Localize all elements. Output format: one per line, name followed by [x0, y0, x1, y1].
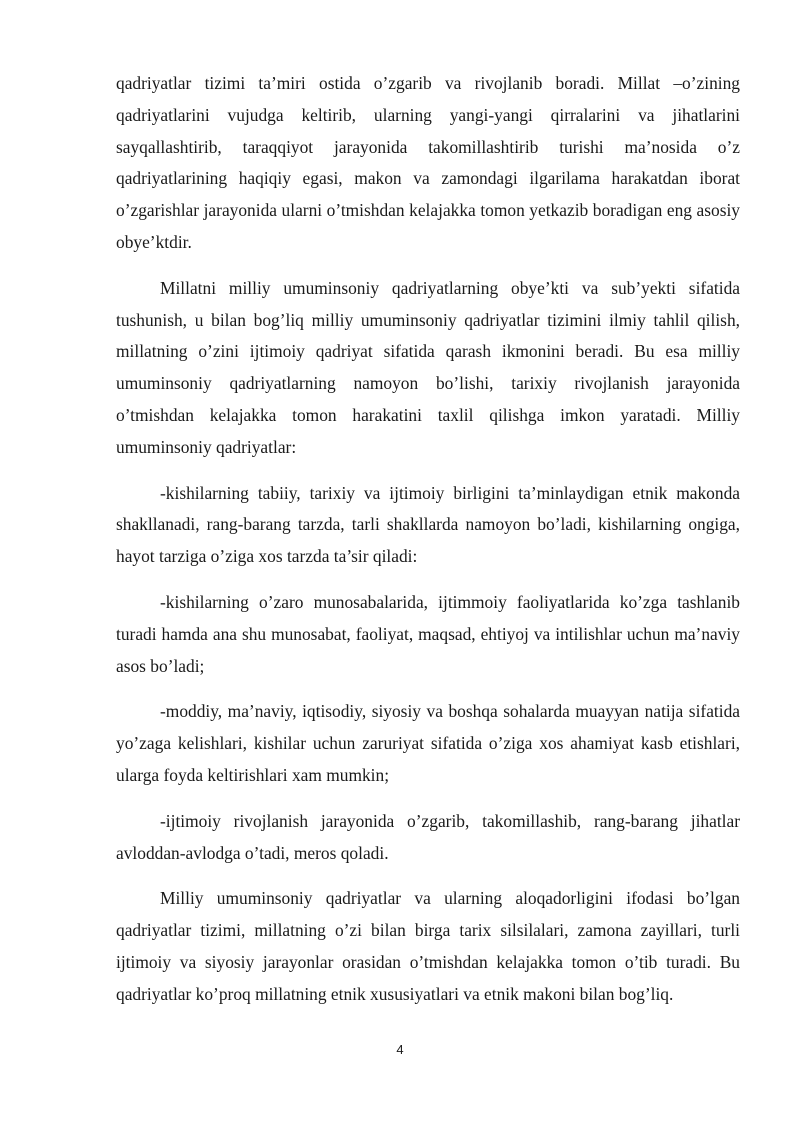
list-item-4: -ijtimoiy rivojlanish jarayonida o’zgarib, takomillashib, rang-barang jihatlar avloddan-avlodga o’tadi, meros qoladi.: [116, 810, 740, 863]
list-item-2: -kishilarning o’zaro munosabalarida, ijtimmoiy faoliyatlarida ko’zga tashlanib turadi hamda ana shu munosabat, faoliyat, maqsad, ehtiyoj va intilishlar uchun ma’naviy asos bo’ladi;: [116, 591, 740, 676]
document-page: [116, 68, 740, 1025]
paragraph-1: qadriyatlar tizimi ta’miri ostida o’zgarib va rivojlanib boradi. Millat –o’zining qadriyatlarini vujudga keltirib, ularning yangi-yangi qirralarini va jihatlarini sayqallashtirib, taraqqiyot jarayonida takomillashtirib turishi ma’nosida o’z qadriyatlarining haqiqiy egasi, makon va zamondagi ilgarilama harakatdan iborat o’zgarishlar jarayonida ularni o’tmishdan kelajakka tomon yetkazib boradigan eng asosiy obye’ktdir.: [116, 73, 740, 252]
paragraph-3: Milliy umuminsoniy qadriyatlar va ularning aloqadorligini ifodasi bo’lgan qadriyatlar tizimi, millatning o’zi bilan birga tarix silsilalari, zamona zayillari, turli ijtimoiy va siyosiy jarayonlar orasidan o’tmishdan kelajakka tomon o’tib turadi. Bu qadriyatlar ko’proq millatning etnik xususiyatlari va etnik makoni bilan bog’liq.: [116, 888, 740, 1004]
page-number: 4: [396, 1042, 404, 1057]
list-item-3: -moddiy, ma’naviy, iqtisodiy, siyosiy va boshqa sohalarda muayyan natija sifatida yo’zaga kelishlari, kishilar uchun zaruriyat sifatida o’ziga xos ahamiyat kasb etishlari, ularga foyda keltirishlari xam mumkin;: [116, 701, 740, 785]
paragraph-2: Millatni milliy umuminsoniy qadriyatlarning obye’kti va sub’yekti sifatida tushunish, u bilan bog’liq milliy umuminsoniy qadriyatlar tizimini ilmiy tahlil qilish, millatning o’zini ijtimoiy qadriyat sifatida qarash ikmonini beradi. Bu esa milliy umuminsoniy qadriyatlarning namoyon bo’lishi, tarixiy rivojlanish jarayonida o’tmishdan kelajakka tomon harakatini taxlil qilishga imkon yaratadi. Milliy umuminsoniy qadriyatlar:: [116, 277, 740, 457]
list-item-1: -kishilarning tabiiy, tarixiy va ijtimoiy birligini ta’minlaydigan etnik makonda shakllanadi, rang-barang tarzda, tarli shakllarda namoyon bo’ladi, kishilarning ongiga, hayot tarziga o’ziga xos tarzda ta’sir qiladi:: [116, 482, 740, 567]
